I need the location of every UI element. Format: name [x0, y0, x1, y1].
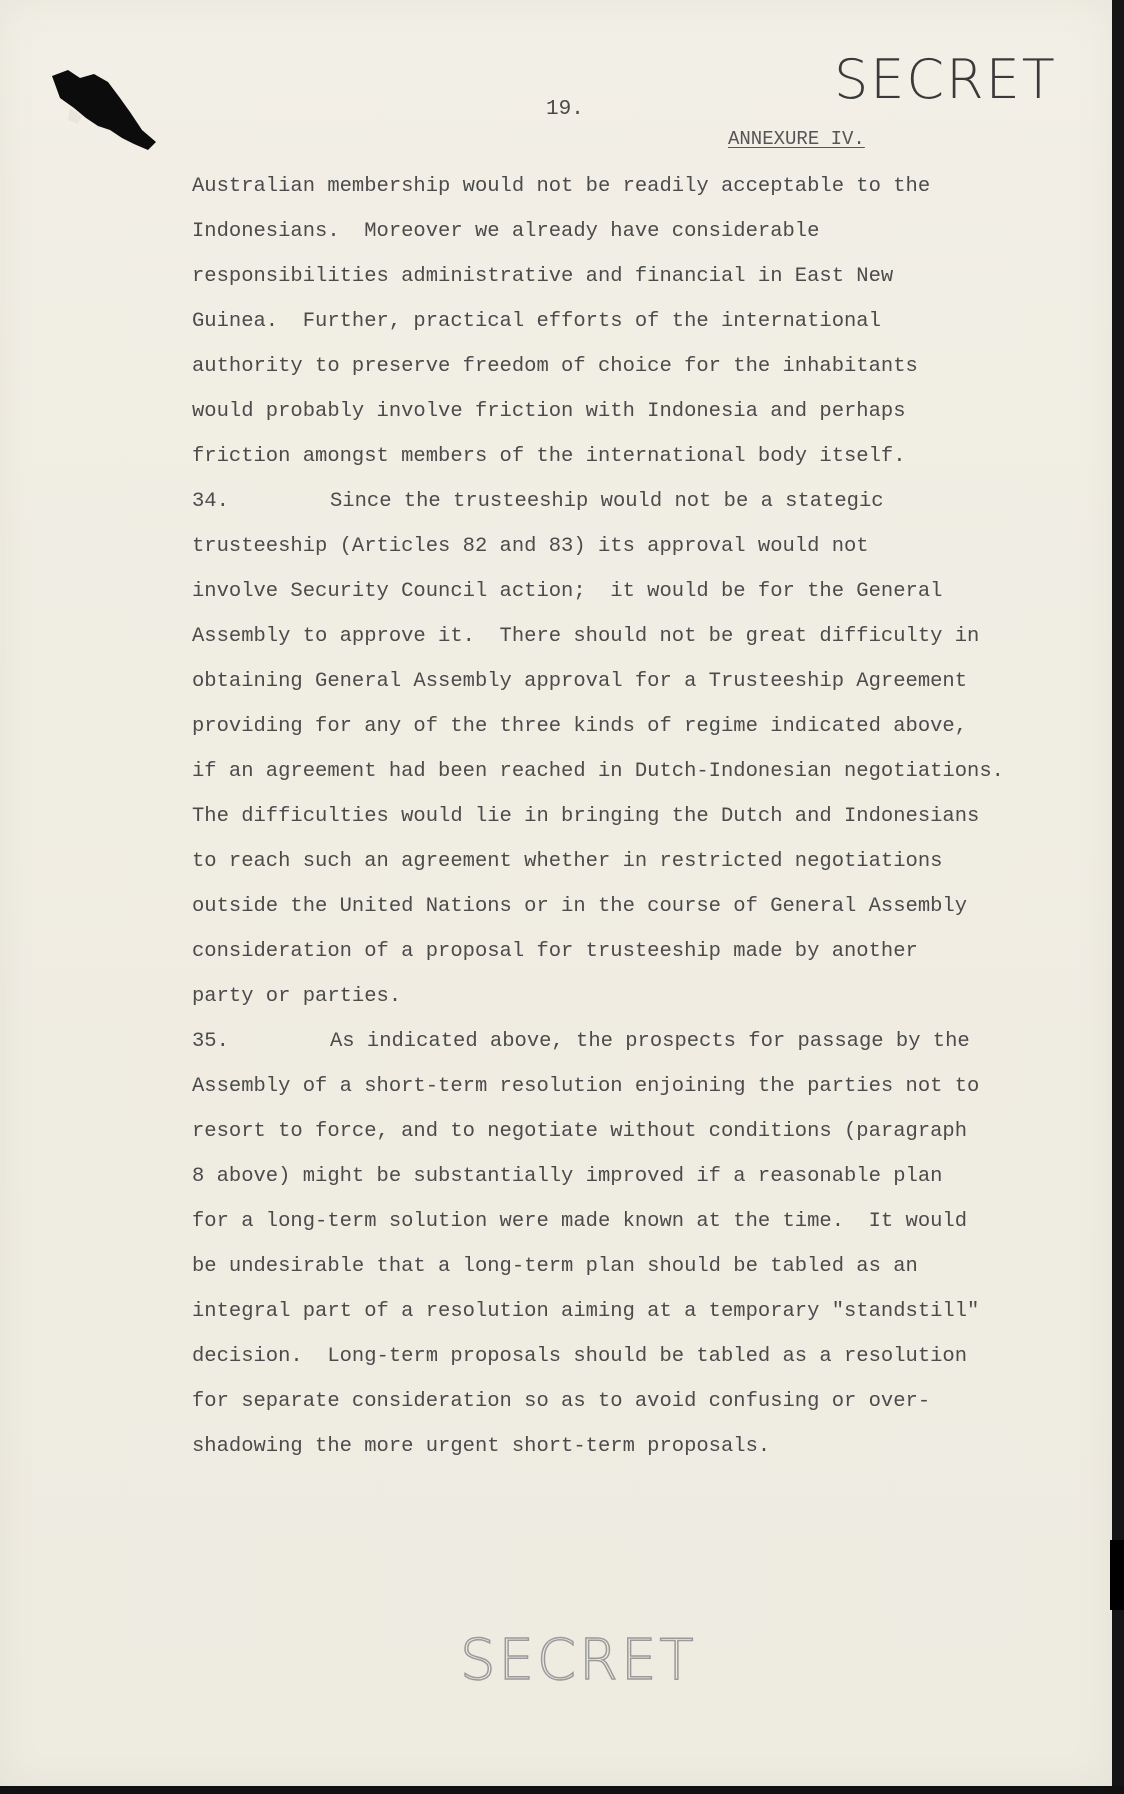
body-line: responsibilities administrative and financial in East New — [192, 265, 894, 288]
torn-corner-mark — [50, 68, 160, 168]
page-number: 19. — [546, 98, 584, 121]
scan-right-edge — [1112, 0, 1124, 1794]
body-line: integral part of a resolution aiming at a temporary "standstill" — [192, 1300, 980, 1323]
body-line: trusteeship (Articles 82 and 83) its approval would not — [192, 535, 869, 558]
body-line: Indonesians. Moreover we already have considerable — [192, 220, 820, 243]
body-line: consideration of a proposal for trusteeship made by another — [192, 940, 918, 963]
body-line: shadowing the more urgent short-term proposals. — [192, 1435, 771, 1458]
body-line: Assembly to approve it. There should not be great difficulty in — [192, 625, 980, 648]
document-body — [192, 164, 1092, 1469]
body-line: Australian membership would not be readily acceptable to the — [192, 175, 931, 198]
body-line: to reach such an agreement whether in restricted negotiations — [192, 850, 943, 873]
body-line: decision. Long-term proposals should be tabled as a resolution — [192, 1345, 968, 1368]
paragraph-text: As indicated above, the prospects for passage by the — [330, 1030, 970, 1053]
body-line: for a long-term solution were made known at the time. It would — [192, 1210, 968, 1233]
scan-edge-mark — [1110, 1540, 1124, 1610]
body-line: be undesirable that a long-term plan should be tabled as an — [192, 1255, 918, 1278]
body-line: Assembly of a short-term resolution enjoining the parties not to — [192, 1075, 980, 1098]
body-line: for separate consideration so as to avoid confusing or over- — [192, 1390, 931, 1413]
body-line: party or parties. — [192, 985, 402, 1008]
scan-bottom-edge — [0, 1786, 1124, 1794]
body-line: involve Security Council action; it would be for the General — [192, 580, 943, 603]
paragraph-text: Since the trusteeship would not be a stategic — [330, 490, 884, 513]
body-line: 8 above) might be substantially improved if a reasonable plan — [192, 1165, 943, 1188]
body-line: providing for any of the three kinds of regime indicated above, — [192, 715, 968, 738]
body-line: friction amongst members of the international body itself. — [192, 445, 906, 468]
body-line: outside the United Nations or in the course of General Assembly — [192, 895, 968, 918]
paragraph-number: 35. — [192, 1030, 229, 1053]
body-line: would probably involve friction with Indonesia and perhaps — [192, 400, 906, 423]
classification-stamp-bottom: SECRET — [460, 1628, 697, 1693]
annexure-label: ANNEXURE IV. — [728, 128, 865, 150]
body-line: authority to preserve freedom of choice for the inhabitants — [192, 355, 918, 378]
body-line: The difficulties would lie in bringing the Dutch and Indonesians — [192, 805, 980, 828]
paragraph-35-first-line — [192, 1019, 1092, 1064]
body-line: obtaining General Assembly approval for a Trusteeship Agreement — [192, 670, 968, 693]
paragraph-number: 34. — [192, 490, 229, 513]
classification-stamp-top: SECRET — [834, 48, 1057, 111]
paragraph-34-first-line — [192, 479, 1092, 524]
body-line: resort to force, and to negotiate without conditions (paragraph — [192, 1120, 968, 1143]
body-line: Guinea. Further, practical efforts of the international — [192, 310, 881, 333]
body-line: if an agreement had been reached in Dutch-Indonesian negotiations. — [192, 760, 1004, 783]
